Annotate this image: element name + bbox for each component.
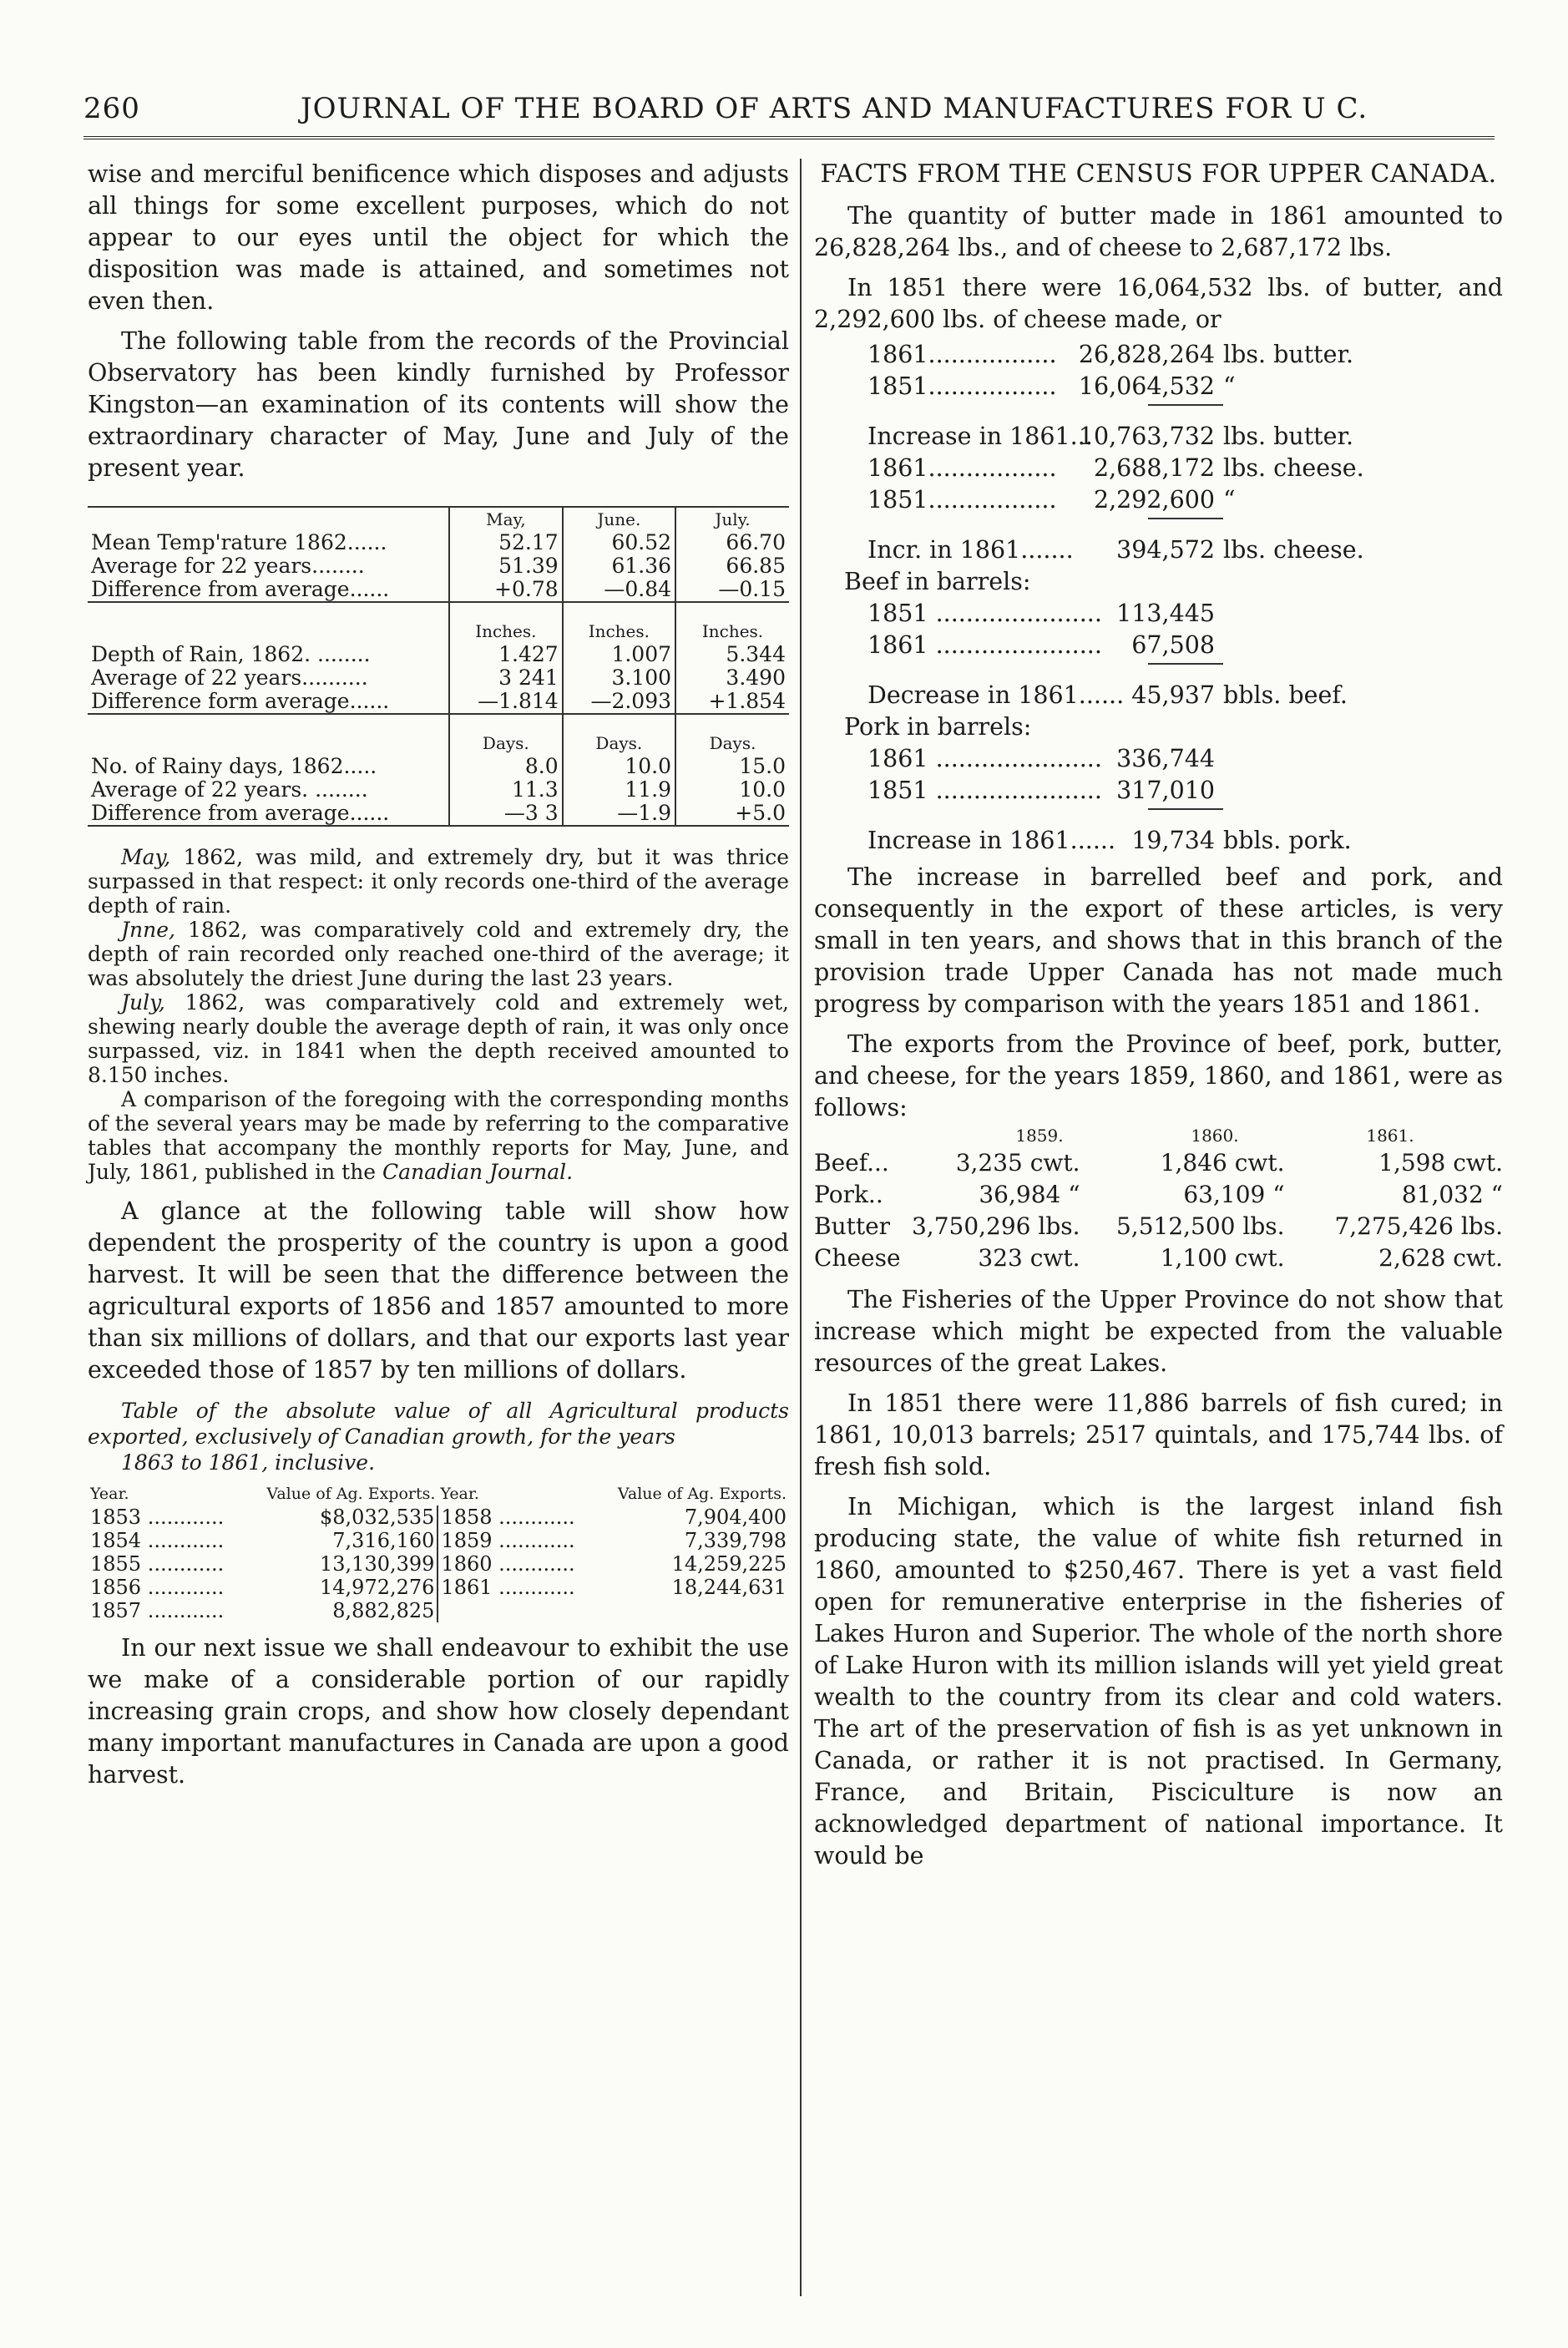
meteorological-table [88,506,789,843]
census-subhead: Pork in barrels: [844,713,1032,741]
sum-rule [1148,518,1223,519]
left-column [88,159,789,1791]
met-units-row: Inches. Inches. Inches. [88,620,789,643]
census-row: Incr. in 1861....... 394,572 lbs. cheese. [867,536,1364,564]
sum-rule [1148,404,1223,406]
census-heading: FACTS FROM THE CENSUS FOR UPPER CANADA. [820,159,1497,189]
census-row: Increase in 1861...... 19,734 bbls. pork. [867,827,1352,854]
census-row: Decrease in 1861...... 45,937 bbls. beef. [867,681,1348,709]
met-row: Mean Temp'rature 1862...... 52.17 60.52 66.70 [88,531,789,554]
sum-rule [1148,663,1223,665]
province-exports-table [814,1147,1503,1274]
census-figures [814,339,1503,857]
census-row: 1851 ...................... 317,010 [867,777,1215,804]
note-may: May, 1862, was mild, and extremely dry, but it was thrice surpassed in that respect: it only records one-third of the average depth of rain. [88,845,789,918]
met-row: No. of Rainy days, 1862..... 8.0 10.0 15.0 [88,755,789,778]
met-units-row: Days. Days. Days. [88,731,789,755]
note-comparison: A comparison of the foregoing with the corresponding months of the several years may be made by referring to the comparative tables that accompany the monthly reports for May, June, and July, 1861, published in the Canadian Journal. [88,1087,789,1184]
met-row: Average of 22 years. ........ 11.3 11.9 10.0 [88,778,789,802]
journal-title: JOURNAL OF THE BOARD OF ARTS AND MANUFACTURES FOR U C. [301,92,1368,125]
census-subhead: Beef in barrels: [844,568,1031,595]
province-row: Pork.. 36,984 “ 63,109 “ 81,032 “ [814,1181,1503,1208]
right-para-3: The increase in barrelled beef and pork, and consequently in the export of these articles, is very small in ten years, and shows that in this branch of the provision trade Upper Canada has not made much progress by comparison with the years 1851 and 1861. [814,863,1503,1018]
census-row: 1851................. 2,292,600 “ [867,486,1236,514]
page-header [83,82,1490,132]
right-para-6: In 1851 there were 11,886 barrels of fish cured; in 1861, 10,013 barrels; 2517 quintals, and 175,744 lbs. of fresh fish sold. [814,1389,1503,1480]
right-column [814,159,1503,1872]
census-row: 1851................. 16,064,532 “ [867,372,1236,400]
page-number: 260 [83,92,140,125]
met-row: Depth of Rain, 1862. ........ 1.427 1.007 5.344 [88,643,789,666]
left-para-2: The following table from the records of the Provincial Observatory has been kindly furnished by Professor Kingston—an examination of its contents will show the extraordinary character of May, June and July of the present year. [88,327,789,482]
met-row: Average of 22 years.......... 3 241 3.100 3.490 [88,666,789,690]
census-row: 1861 ...................... 336,744 [867,745,1215,772]
exports-table [88,1482,789,1622]
exports-row: 1854 ............ 7,316,160 1859 ............ 7,339,798 [90,1529,787,1552]
met-row: Difference form average...... —1.814 —2.093 +1.854 [88,690,789,714]
met-separator [88,602,789,620]
census-row: 1861................. 26,828,264 lbs. butter. [867,341,1354,368]
met-separator [88,714,789,731]
note-june: Jnne, 1862, was comparatively cold and extremely dry, the depth of rain recorded only reached one-third of the average; it was absolutely the driest June during the last 23 years. [88,918,789,990]
exports-row: 1857 ............ 8,882,825 [88,1599,789,1622]
header-rule [83,136,1495,142]
left-para-1: wise and merciful benificence which disposes and adjusts all things for some excellent purposes, which do not appear to our eyes until the object for which the disposition was made is attained, and sometimes not even then. [88,160,789,315]
province-row: Butter 3,750,296 lbs. 5,512,500 lbs. 7,275,426 lbs. [814,1212,1503,1240]
census-row: 1851 ...................... 113,445 [867,600,1215,627]
met-separator [88,826,789,843]
province-years-header: 1859. 1860. 1861. [1015,1126,1414,1146]
exports-caption-line-2: 1863 to 1861, inclusive. [121,1450,376,1475]
census-row: 1861................. 2,688,172 lbs. cheese. [867,454,1364,482]
province-row: Beef... 3,235 cwt. 1,846 cwt. 1,598 cwt. [814,1149,1503,1177]
exports-caption: Table of the absolute value of all Agricultural products exported, exclusively of Canadian growth, for the years [88,1399,789,1449]
exports-header-row: Year. Value of Ag. Exports. Year. Value of Ag. Exports. [90,1485,787,1503]
note-july: July, 1862, was comparatively cold and extremely wet, shewing nearly double the average depth of rain, it was only once surpassed, viz. in 1841 when the depth received amounted to 8.150 inches. [88,990,789,1087]
met-month: May, [449,507,563,531]
exports-row: 1855 ............ 13,130,399 1860 ............ 14,259,225 [90,1552,787,1576]
exports-row: 1856 ............ 14,972,276 1861 ............ 18,244,631 [90,1576,787,1599]
left-para-4: In our next issue we shall endeavour to exhibit the use we make of a considerable portion of our rapidly increasing grain crops, and show how closely dependant many important manufactures in Canada are upon a good harvest. [88,1634,789,1789]
met-row: Difference from average...... +0.78 —0.84 —0.15 [88,578,789,602]
met-header-row [88,507,789,531]
census-row: 1861 ...................... 67,508 [867,631,1215,659]
column-divider [800,159,802,2296]
met-row: Average for 22 years........ 51.39 61.36 66.85 [88,554,789,578]
right-para-7: In Michigan, which is the largest inland fish producing state, the value of white fish returned in 1860, amounted to $250,467. There is yet a vast field open for remunerative enterprise in the fisheries of Lakes Huron and Superior. The whole of the north shore of Lake Huron with its million islands will yet yield great wealth to the country from its clear and cold waters. The art of the preservation of fish is as yet unknown in Canada, or rather it is not practised. In Germany, France, and Britain, Pisciculture is now an acknowledged department of national importance. It would be [814,1493,1503,1870]
sum-rule [1148,808,1223,810]
province-row: Cheese 323 cwt. 1,100 cwt. 2,628 cwt. [814,1244,1503,1272]
met-month: July. [675,507,789,531]
right-para-2: In 1851 there were 16,064,532 lbs. of butter, and 2,292,600 lbs. of cheese made, or [814,274,1503,333]
exports-row: 1853 ............ $8,032,535 1858 ............ 7,904,400 [90,1505,787,1529]
right-para-4: The exports from the Province of beef, pork, butter, and cheese, for the years 1859, 1860, and 1861, were as follows: [814,1030,1503,1121]
met-row: Difference from average...... —3 3 —1.9 +5.0 [88,802,789,826]
census-row: Increase in 1861... 10,763,732 lbs. butter. [867,423,1354,450]
left-para-3: A glance at the following table will show how dependent the prosperity of the country is upon a good harvest. It will be seen that the difference between the agricultural exports of 1856 and 1857 amounted to more than six millions of dollars, and that our exports last year exceeded those of 1857 by ten millions of dollars. [88,1197,789,1384]
right-para-5: The Fisheries of the Upper Province do not show that increase which might be expected from the valuable resources of the great Lakes. [814,1286,1503,1377]
met-month: June. [563,507,675,531]
right-para-1: The quantity of butter made in 1861 amounted to 26,828,264 lbs., and of cheese to 2,687,172 lbs. [814,202,1503,261]
